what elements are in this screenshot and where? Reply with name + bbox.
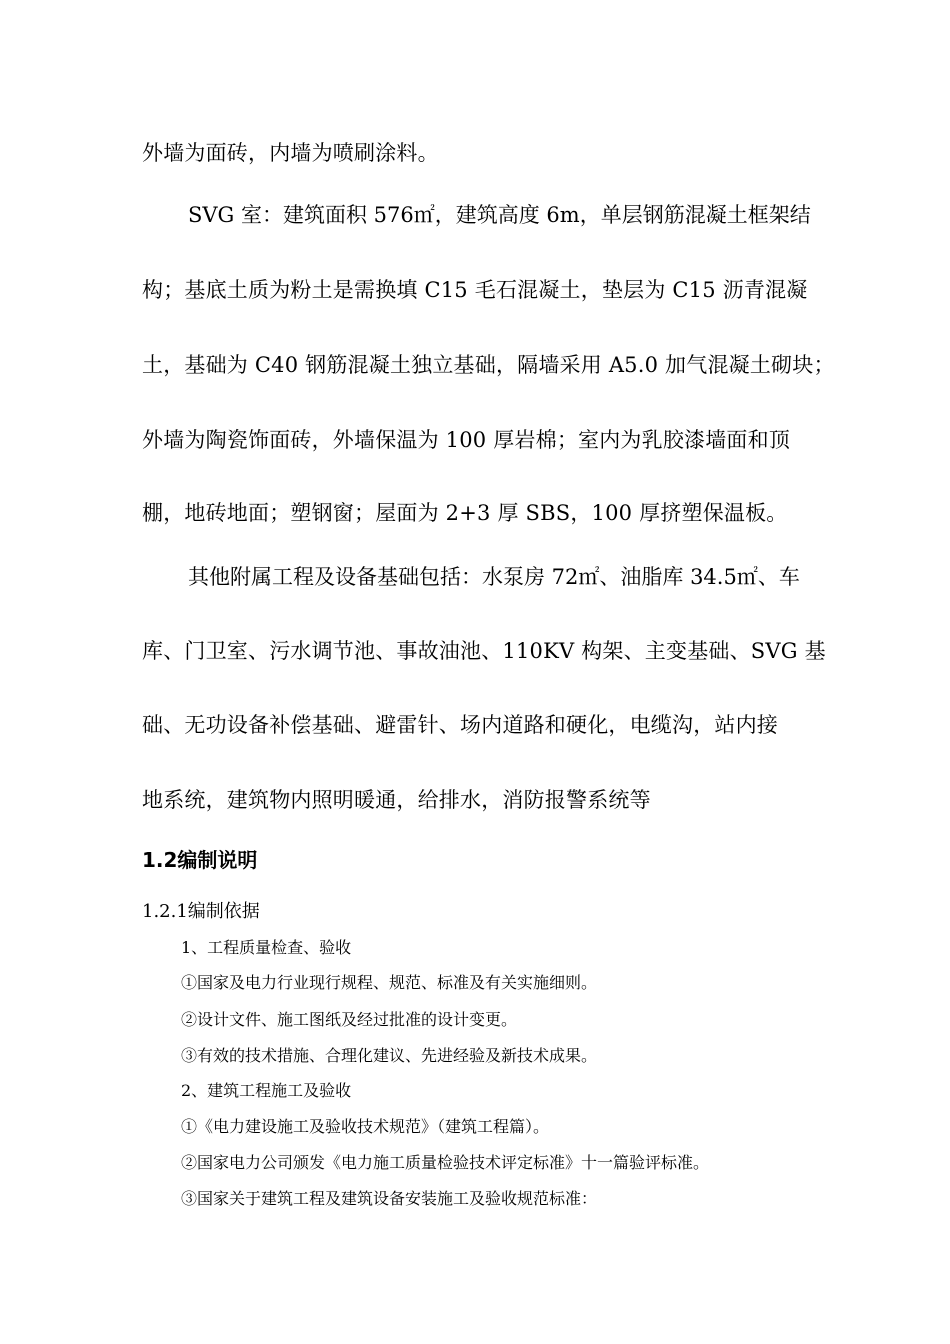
list-item: 1、工程质量检查、验收 xyxy=(181,938,352,957)
paragraph-line: 库、门卫室、污水调节池、事故油池、110KV 构架、主变基础、SVG 基 xyxy=(142,639,826,663)
paragraph-line: 构；基底土质为粉土是需换填 C15 毛石混凝土，垫层为 C15 沥青混凝 xyxy=(142,278,808,302)
list-item: ②国家电力公司颁发《电力施工质量检验技术评定标准》十一篇验评标准。 xyxy=(181,1153,710,1172)
paragraph-line: 外墙为陶瓷饰面砖，外墙保温为 100 厚岩棉；室内为乳胶漆墙面和顶 xyxy=(142,428,791,452)
section-subheading: 1.2.1编制依据 xyxy=(142,901,260,922)
paragraph-line: 础、无功设备补偿基础、避雷针、场内道路和硬化，电缆沟，站内接 xyxy=(142,713,778,737)
list-item: ①《电力建设施工及验收技术规范》（建筑工程篇）。 xyxy=(181,1117,550,1136)
list-item: ②设计文件、施工图纸及经过批准的设计变更。 xyxy=(181,1010,518,1029)
list-item: ③有效的技术措施、合理化建议、先进经验及新技术成果。 xyxy=(181,1046,598,1065)
paragraph-line: 土，基础为 C40 钢筋混凝土独立基础，隔墙采用 A5.0 加气混凝土砌块； xyxy=(142,353,835,377)
paragraph-line: 地系统，建筑物内照明暖通，给排水，消防报警系统等 xyxy=(142,788,651,812)
paragraph-line: 其他附属工程及设备基础包括：水泵房 72㎡、油脂库 34.5㎡、车 xyxy=(188,565,800,589)
list-item: ①国家及电力行业现行规程、规范、标准及有关实施细则。 xyxy=(181,973,598,992)
paragraph-line: 外墙为面砖，内墙为喷刷涂料。 xyxy=(142,141,439,165)
section-heading: 1.2编制说明 xyxy=(142,848,258,872)
paragraph-line: 棚，地砖地面；塑钢窗；屋面为 2+3 厚 SBS，100 厚挤塑保温板。 xyxy=(142,501,788,525)
paragraph-line: SVG 室：建筑面积 576㎡，建筑高度 6m，单层钢筋混凝土框架结 xyxy=(188,203,811,227)
list-item: ③国家关于建筑工程及建筑设备安装施工及验收规范标准： xyxy=(181,1189,598,1208)
list-item: 2、建筑工程施工及验收 xyxy=(181,1081,352,1100)
